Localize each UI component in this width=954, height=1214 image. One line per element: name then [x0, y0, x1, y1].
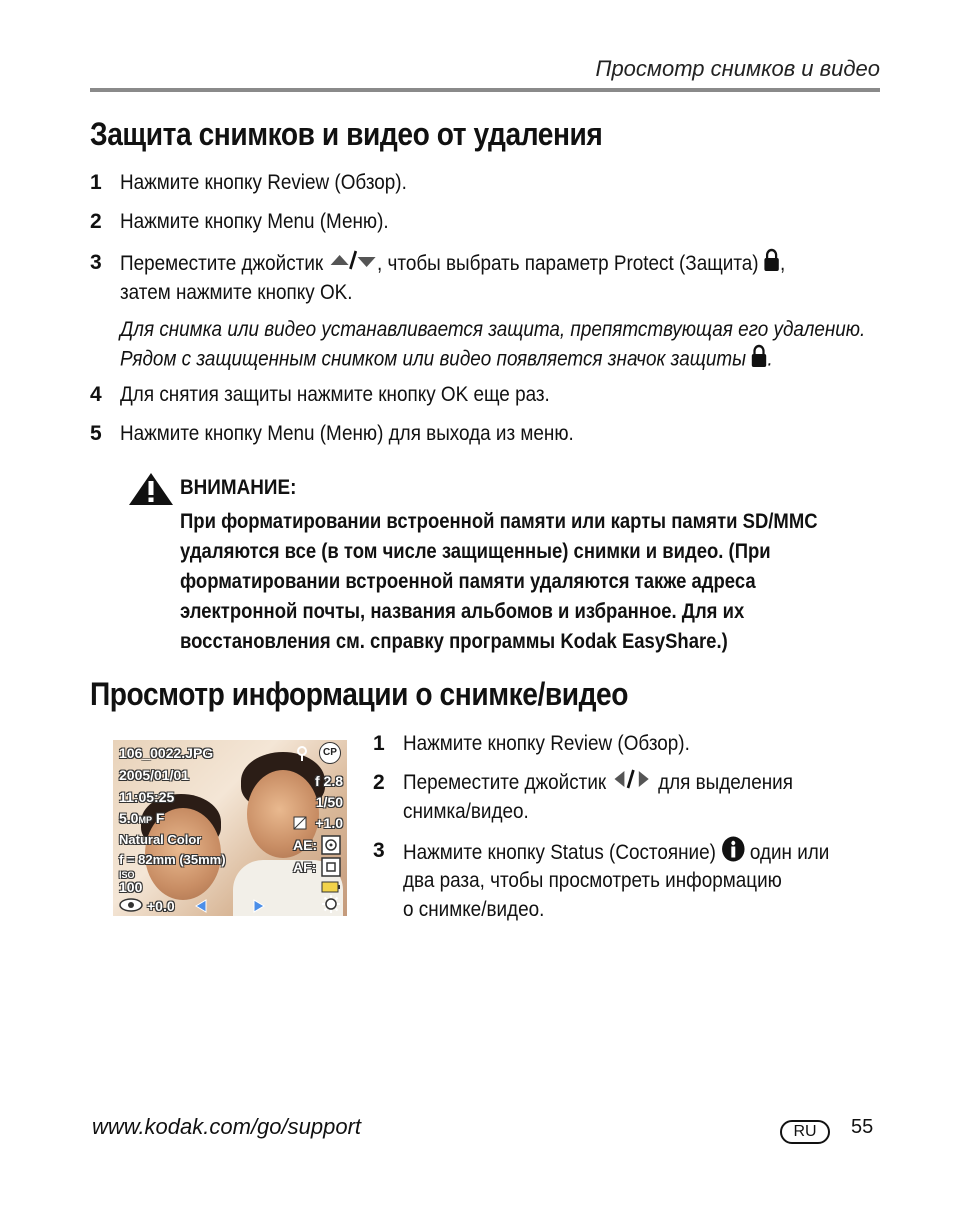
overlay-filename: 106_0022.JPG [119, 745, 214, 761]
step-text: Для снятия защиты нажмите кнопку OK еще раз. [120, 383, 550, 406]
step-text [403, 768, 793, 799]
step-text-part: Переместите джойстик [120, 252, 324, 276]
step-text: Нажмите кнопку Menu (Меню) для выхода из меню. [120, 422, 574, 445]
warning-title: ВНИМАНИЕ: [180, 476, 297, 499]
step-number: 2 [373, 771, 385, 794]
camera-lcd-photo [113, 740, 347, 916]
page-number: 55 [851, 1116, 874, 1138]
step-number: 2 [90, 210, 102, 233]
step-text [120, 248, 785, 281]
step-number: 3 [373, 839, 385, 862]
left-arrow-icon [195, 899, 207, 916]
cp-icon [319, 742, 341, 764]
overlay-focal: f = 82mm (35mm) [119, 852, 226, 867]
step-text-part: один или [749, 841, 830, 865]
warning-icon [128, 472, 174, 511]
section2-title: Просмотр информации о снимке/видео [90, 676, 629, 712]
note-end: . [767, 347, 773, 371]
overlay-iso-value: 100 [119, 879, 143, 895]
step-number: 1 [90, 171, 102, 194]
lock-icon [764, 248, 780, 281]
warning-line: электронной почты, названия альбомов и избранное. Для их [180, 600, 745, 623]
mp-label: MP [138, 815, 152, 825]
section1-title: Защита снимков и видео от удаления [90, 116, 603, 152]
resolution-value: 5.0 [119, 810, 139, 826]
eye-icon [119, 898, 143, 916]
step-text: Нажмите кнопку Review (Обзор). [120, 171, 407, 194]
step-text-line2: затем нажмите кнопку OK. [120, 281, 353, 304]
step-text-part: Нажмите кнопку Status (Состояние) [403, 841, 716, 865]
warning-line: При форматировании встроенной памяти или карты памяти SD/MMC [180, 510, 818, 533]
step-text-part: для выделения [658, 771, 793, 795]
warning-line: восстановления см. справку программы Kodak EasyShare.) [180, 630, 728, 653]
note-line-2 [120, 344, 773, 376]
flower-icon [293, 745, 311, 766]
step-text-line3: о снимке/видео. [403, 898, 545, 921]
step-number: 3 [90, 251, 102, 274]
step-text-part: Переместите джойстик [403, 771, 607, 795]
note-text: Рядом с защищенным снимком или видео появляется значок защиты [120, 347, 746, 371]
lock-icon [751, 344, 767, 376]
overlay-exposure-comp: +1.0 [315, 815, 343, 831]
overlay-iso-label: ISO [119, 870, 135, 880]
step-text: Нажмите кнопку Menu (Меню). [120, 210, 389, 233]
warning-line: удаляются все (в том числе защищенные) снимки и видео. (При [180, 540, 771, 563]
overlay-ae-label: AE: [293, 837, 318, 853]
overlay-color-mode: Natural Color [119, 832, 202, 847]
overlay-time: 11:05:25 [119, 789, 175, 805]
overlay-aperture: f 2.8 [314, 773, 343, 789]
joystick-left-right-icon [611, 768, 652, 799]
step-text-part: , [780, 252, 786, 276]
overlay-date: 2005/01/01 [119, 767, 190, 783]
warning-body [180, 507, 905, 657]
overlay-shutter: 1/50 [315, 794, 343, 810]
overlay-af-label: AF: [293, 859, 317, 875]
af-mode-icon [321, 857, 341, 882]
step-number: 5 [90, 422, 102, 445]
note-line-1: Для снимка или видео устанавливается защита, препятствующая его удалению. [120, 318, 866, 341]
overlay-ev: +0.0 [147, 898, 175, 914]
support-url: www.kodak.com/go/support [92, 1114, 362, 1139]
step-number: 1 [373, 732, 385, 755]
step-text-part: , чтобы выбрать параметр Protect (Защита) [377, 252, 759, 276]
warning-line: форматировании встроенной памяти удаляются также адреса [180, 570, 756, 593]
step-text-line2: снимка/видео. [403, 800, 529, 823]
joystick-up-down-icon [328, 249, 377, 280]
language-badge: RU [780, 1120, 830, 1144]
step-number: 4 [90, 383, 102, 406]
step-text: Нажмите кнопку Review (Обзор). [403, 732, 690, 755]
cp-label: CP [323, 747, 337, 758]
exposure-comp-icon [293, 816, 307, 835]
quality-value: F [155, 810, 165, 826]
right-arrow-icon [253, 899, 265, 916]
header-rule [90, 88, 880, 92]
running-header: Просмотр снимков и видео [595, 56, 880, 81]
white-balance-icon [321, 894, 341, 916]
step-text-line2: два раза, чтобы просмотреть информацию [403, 869, 782, 892]
overlay-resolution [119, 811, 164, 827]
